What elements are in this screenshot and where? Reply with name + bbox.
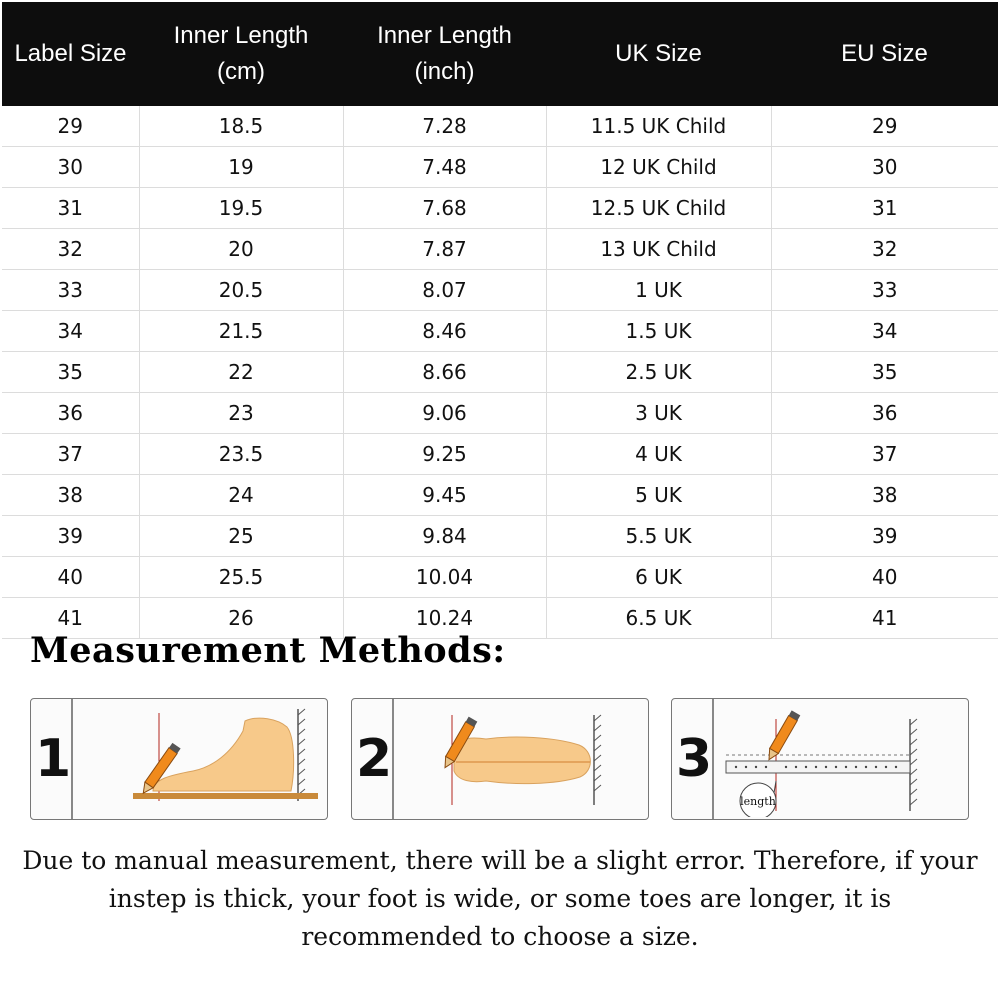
step-number: 3: [676, 729, 713, 789]
table-cell: 1 UK: [546, 270, 771, 311]
column-header: Inner Length (cm): [139, 2, 343, 106]
table-row: [2, 311, 998, 352]
table-cell: 2.5 UK: [546, 352, 771, 393]
table-cell: 24: [139, 475, 343, 516]
table-cell: 9.06: [343, 393, 546, 434]
table-cell: 23: [139, 393, 343, 434]
table-cell: 7.28: [343, 106, 546, 147]
table-row: [2, 270, 998, 311]
table-cell: 4 UK: [546, 434, 771, 475]
step-number: 2: [356, 729, 393, 789]
table-cell: 3 UK: [546, 393, 771, 434]
table-cell: 37: [771, 434, 998, 475]
table-cell: 18.5: [139, 106, 343, 147]
table-cell: 21.5: [139, 311, 343, 352]
table-cell: 41: [2, 598, 139, 639]
table-row: [2, 557, 998, 598]
table-cell: 6.5 UK: [546, 598, 771, 639]
table-cell: 7.87: [343, 229, 546, 270]
table-cell: 30: [2, 147, 139, 188]
table-cell: 8.46: [343, 311, 546, 352]
table-cell: 8.66: [343, 352, 546, 393]
table-cell: 9.84: [343, 516, 546, 557]
table-cell: 5.5 UK: [546, 516, 771, 557]
measurement-note: Due to manual measurement, there will be a slight error. Therefore, if your instep is thick, your foot is wide, or some toes are longer, it is recommended to choose a size.: [22, 846, 978, 951]
table-cell: 32: [2, 229, 139, 270]
table-cell: 37: [2, 434, 139, 475]
table-cell: 19: [139, 147, 343, 188]
measurement-step-3: [671, 698, 969, 820]
size-chart-table: [2, 2, 998, 639]
measurement-step-1: [30, 698, 328, 820]
table-cell: 7.68: [343, 188, 546, 229]
table-row: [2, 229, 998, 270]
length-label: length: [740, 795, 776, 808]
table-row: [2, 147, 998, 188]
table-cell: 23.5: [139, 434, 343, 475]
table-cell: 22: [139, 352, 343, 393]
table-cell: 31: [2, 188, 139, 229]
table-cell: 25: [139, 516, 343, 557]
table-row: [2, 106, 998, 147]
table-cell: 36: [771, 393, 998, 434]
table-cell: 29: [771, 106, 998, 147]
foot-side-view-pencil-icon: [73, 701, 325, 817]
table-cell: 33: [2, 270, 139, 311]
table-row: [2, 393, 998, 434]
table-cell: 9.45: [343, 475, 546, 516]
table-cell: 36: [2, 393, 139, 434]
table-cell: 8.07: [343, 270, 546, 311]
table-cell: 12 UK Child: [546, 147, 771, 188]
measurement-methods-heading: Measurement Methods:: [30, 630, 506, 671]
table-row: [2, 188, 998, 229]
table-cell: 20: [139, 229, 343, 270]
table-cell: 12.5 UK Child: [546, 188, 771, 229]
table-cell: 25.5: [139, 557, 343, 598]
table-cell: 35: [2, 352, 139, 393]
table-cell: 26: [139, 598, 343, 639]
table-cell: 6 UK: [546, 557, 771, 598]
column-header: Inner Length (inch): [343, 2, 546, 106]
table-cell: 35: [771, 352, 998, 393]
table-cell: 38: [771, 475, 998, 516]
column-header: UK Size: [546, 2, 771, 106]
table-cell: 30: [771, 147, 998, 188]
table-cell: 34: [2, 311, 139, 352]
table-row: [2, 475, 998, 516]
table-cell: 29: [2, 106, 139, 147]
table-cell: 40: [771, 557, 998, 598]
table-cell: 1.5 UK: [546, 311, 771, 352]
table-cell: 41: [771, 598, 998, 639]
table-cell: 39: [771, 516, 998, 557]
table-cell: 7.48: [343, 147, 546, 188]
table-cell: 32: [771, 229, 998, 270]
measurement-step-2: [351, 698, 649, 820]
table-cell: 20.5: [139, 270, 343, 311]
table-cell: 19.5: [139, 188, 343, 229]
table-cell: 9.25: [343, 434, 546, 475]
table-header-row: [2, 2, 998, 106]
table-cell: 39: [2, 516, 139, 557]
table-row: [2, 352, 998, 393]
table-cell: 13 UK Child: [546, 229, 771, 270]
table-cell: 11.5 UK Child: [546, 106, 771, 147]
column-header: EU Size: [771, 2, 998, 106]
foot-top-view-pencil-icon: [394, 701, 646, 817]
table-cell: 40: [2, 557, 139, 598]
table-cell: 10.04: [343, 557, 546, 598]
table-cell: 10.24: [343, 598, 546, 639]
table-cell: 31: [771, 188, 998, 229]
table-cell: 33: [771, 270, 998, 311]
table-cell: 34: [771, 311, 998, 352]
table-cell: 5 UK: [546, 475, 771, 516]
table-cell: 38: [2, 475, 139, 516]
table-row: [2, 516, 998, 557]
column-header: Label Size: [2, 2, 139, 106]
ruler-measure-icon: [714, 701, 966, 817]
table-row: [2, 434, 998, 475]
step-number: 1: [35, 729, 72, 789]
